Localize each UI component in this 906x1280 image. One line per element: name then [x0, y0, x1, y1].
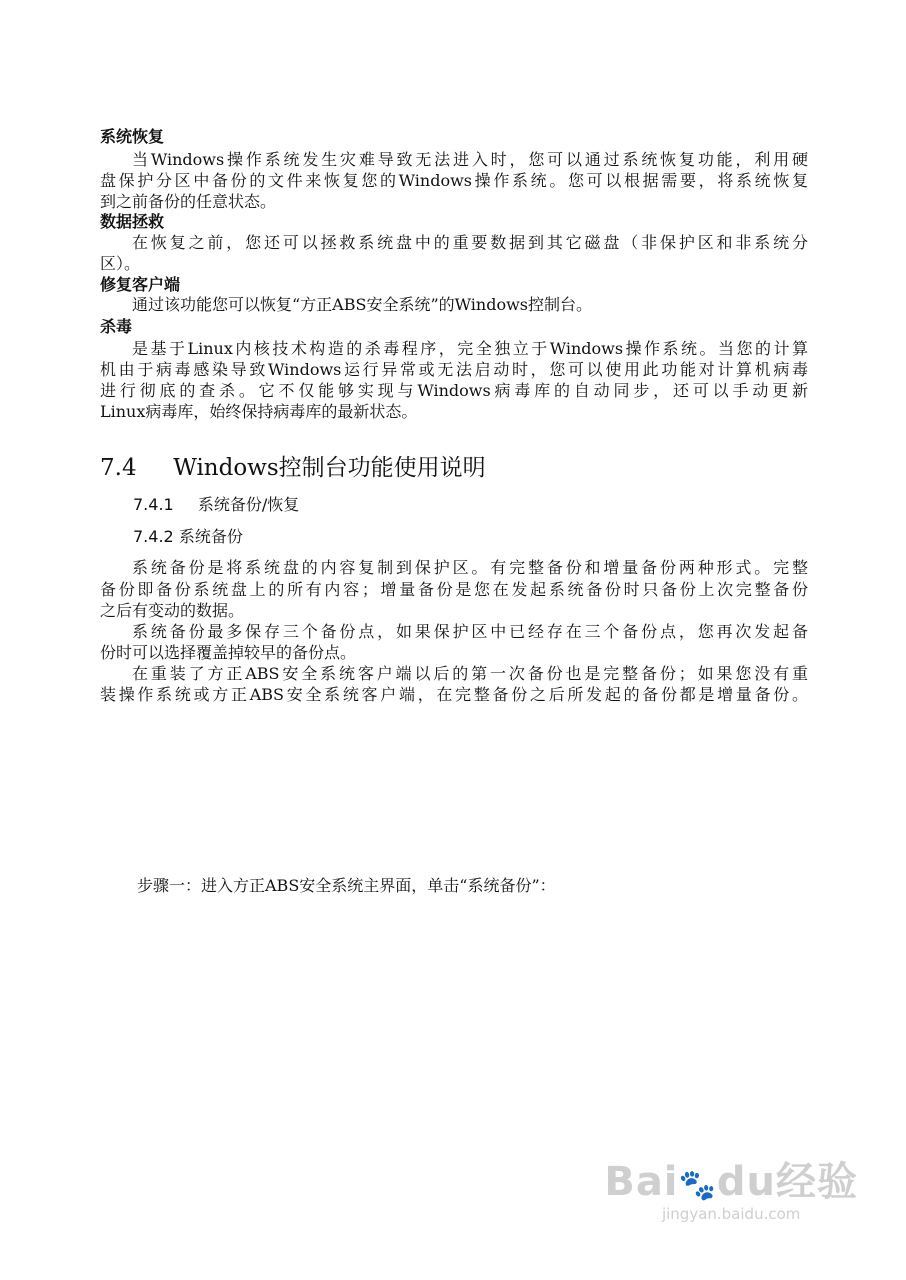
chapter-title: Windows控制台功能使用说明: [173, 455, 486, 481]
watermark-url: jingyan.baidu.com: [661, 1205, 801, 1223]
paragraph-line: 是基于Linux内核技术构造的杀毒程序，完全独立于Windows操作系统。当您的计算: [132, 339, 808, 358]
subsection-number: 7.4.2: [133, 527, 174, 546]
paragraph-line: Linux病毒库，始终保持病毒库的最新状态。: [100, 402, 418, 421]
paragraph-line: 系统备份是将系统盘的内容复制到保护区。有完整备份和增量备份两种形式。完整: [132, 558, 808, 577]
paragraph-line: 区）。: [100, 254, 141, 273]
section-heading: 数据拯救: [100, 212, 165, 231]
step-one-text: 步骤一：进入方正ABS安全系统主界面，单击“系统备份”：: [137, 876, 556, 895]
section-heading: 系统恢复: [100, 127, 165, 146]
chapter-number: 7.4: [100, 455, 137, 481]
paragraph-line: 装操作系统或方正ABS安全系统客户端，在完整备份之后所发起的备份都是增量备份。: [100, 685, 808, 704]
paragraph-line: 当Windows操作系统发生灾难导致无法进入时，您可以通过系统恢复功能，利用硬: [132, 150, 808, 169]
subsection-heading: [133, 527, 243, 547]
section-heading: 修复客户端: [100, 275, 181, 294]
chapter-heading: [100, 453, 486, 483]
section-heading: 杀毒: [100, 317, 133, 336]
subsection-heading: [133, 495, 299, 515]
paragraph-line: 进行彻底的查杀。它不仅能够实现与Windows病毒库的自动同步，还可以手动更新: [100, 381, 808, 400]
paragraph-line: 在重装了方正ABS安全系统客户端以后的第一次备份也是完整备份；如果您没有重: [132, 664, 808, 683]
subsection-number: 7.4.1: [133, 495, 174, 514]
paragraph-line: 机由于病毒感染导致Windows运行异常或无法启动时，您可以使用此功能对计算机病毒: [100, 360, 808, 379]
baidu-watermark: [604, 1150, 858, 1223]
watermark-logo: Bai🐾du经验: [604, 1159, 858, 1205]
paragraph-line: 通过该功能您可以恢复“方正ABS安全系统”的Windows控制台。: [132, 295, 593, 314]
paragraph-line: 份时可以选择覆盖掉较早的备份点。: [100, 643, 357, 662]
paragraph-line: 备份即备份系统盘上的所有内容；增量备份是您在发起系统备份时只备份上次完整备份: [100, 580, 808, 599]
paragraph-line: 盘保护分区中备份的文件来恢复您的Windows操作系统。您可以根据需要，将系统恢复: [100, 171, 808, 190]
subsection-title: 系统备份/恢复: [197, 495, 300, 514]
paragraph-line: 在恢复之前，您还可以拯救系统盘中的重要数据到其它磁盘（非保护区和非系统分: [132, 233, 808, 252]
subsection-title: 系统备份: [178, 527, 243, 546]
paragraph-line: 到之前备份的任意状态。: [100, 192, 277, 211]
paragraph-line: 之后有变动的数据。: [100, 601, 245, 620]
paragraph-line: 系统备份最多保存三个备份点，如果保护区中已经存在三个备份点，您再次发起备: [132, 622, 808, 641]
